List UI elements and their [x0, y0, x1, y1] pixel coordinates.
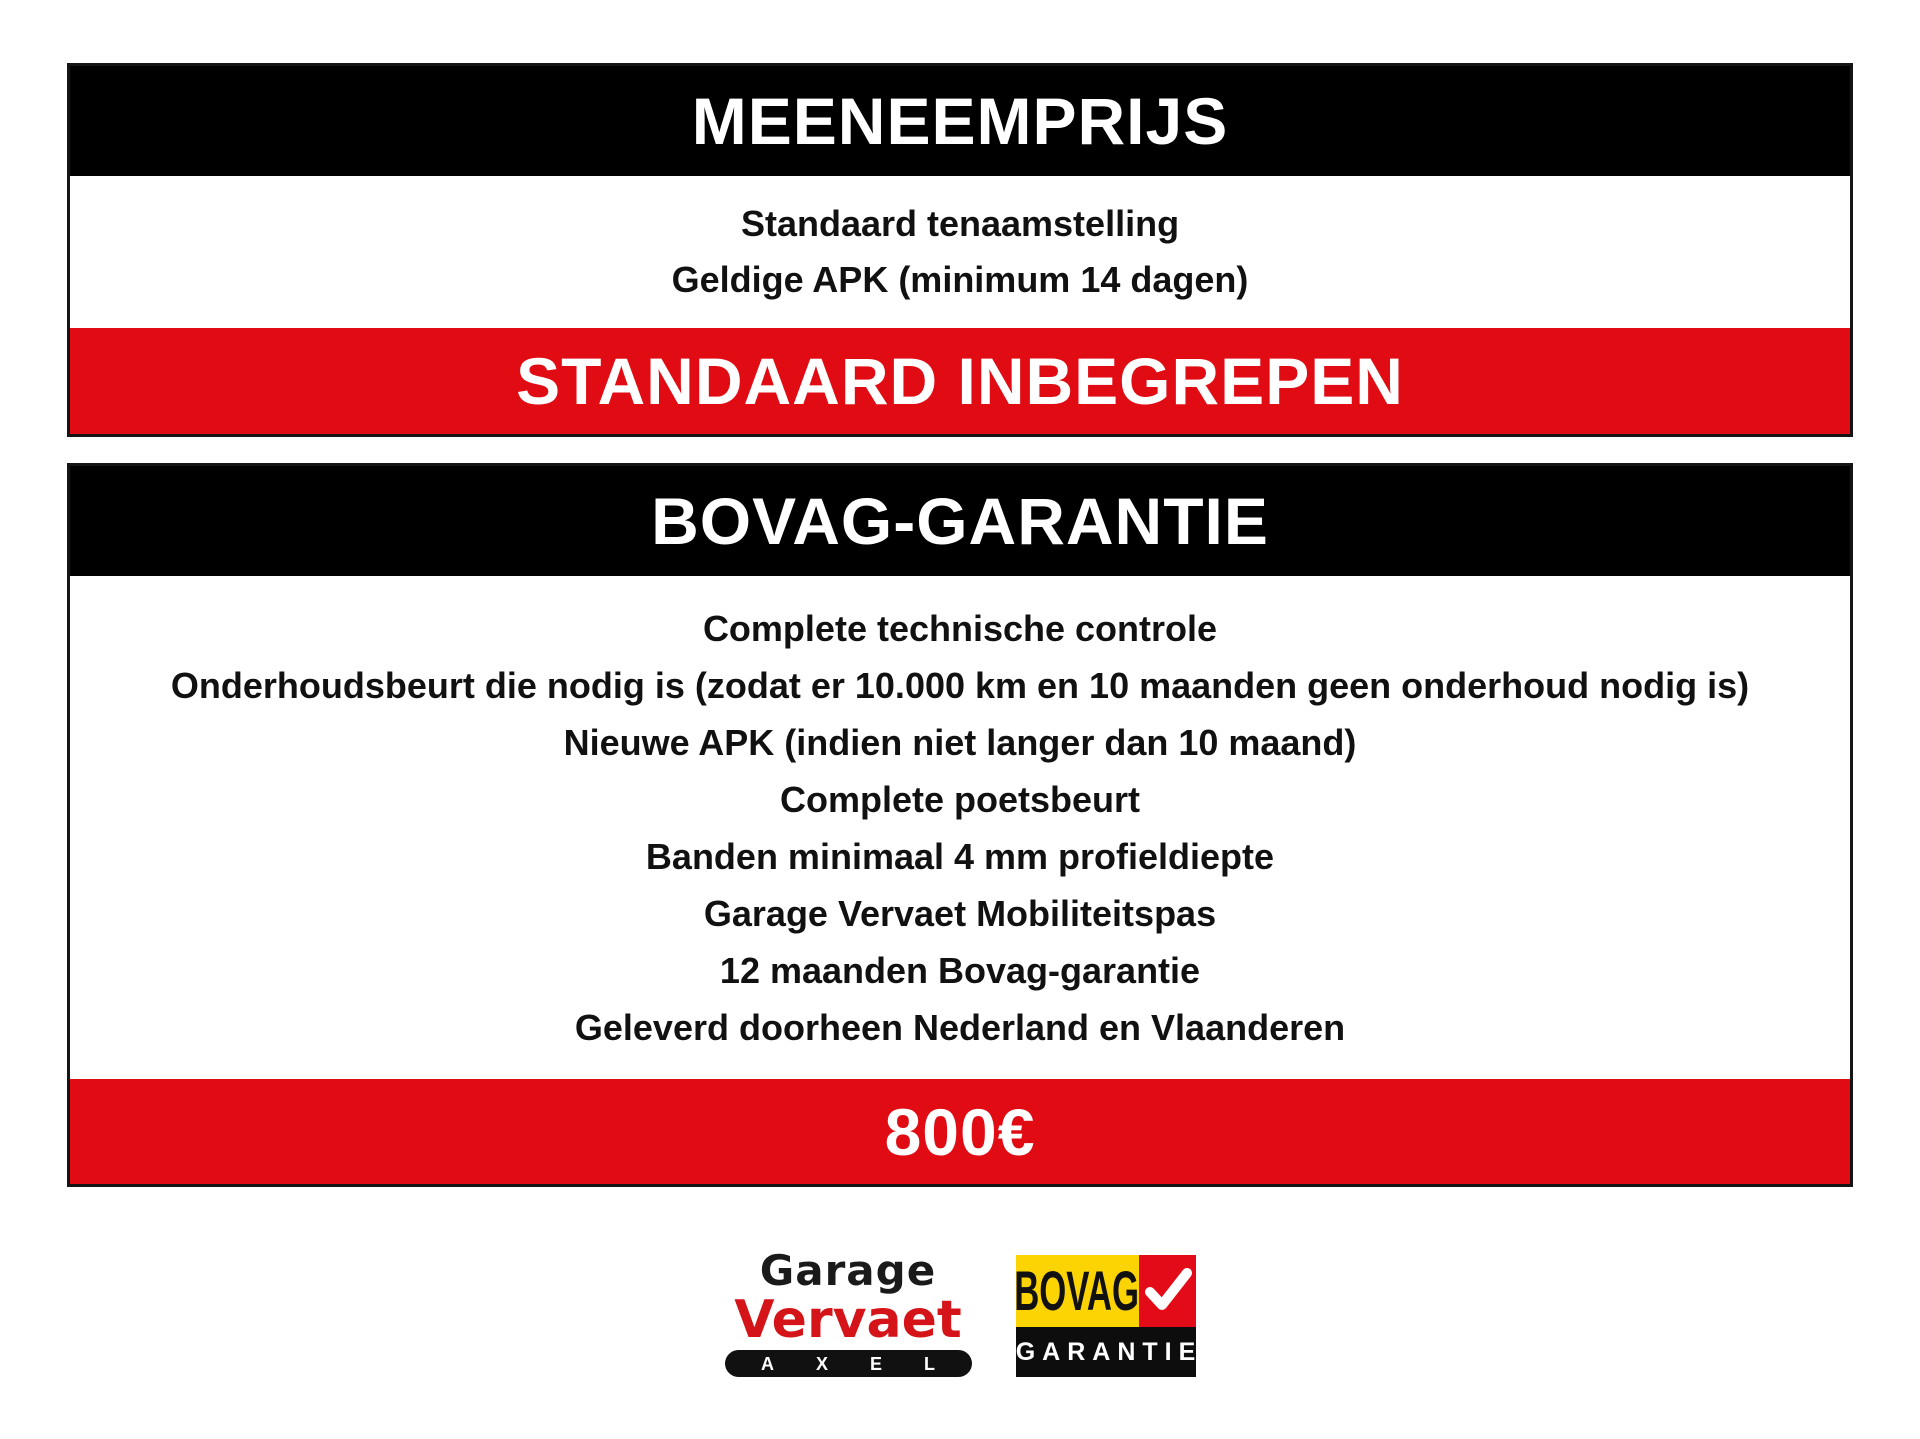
- bovag-logo-yellow-panel: [1016, 1255, 1139, 1327]
- bovag-logo-black-strip: [1015, 1327, 1203, 1377]
- bovag-logo-red-panel: [1139, 1255, 1196, 1327]
- meeneemprijs-block: [67, 63, 1853, 437]
- body-text-line: Garage Vervaet Mobiliteitspas: [703, 892, 1217, 934]
- garage-vervaet-axel-badge: [725, 1350, 977, 1377]
- bovag-garantie-header-band: [70, 466, 1850, 576]
- bovag-garantie-body: [70, 576, 1850, 1079]
- logos-row: [67, 1246, 1853, 1377]
- bovag-logo-top: [1016, 1255, 1196, 1327]
- body-text-line: Banden minimaal 4 mm profieldiepte: [645, 835, 1275, 877]
- standaard-inbegrepen-band: [70, 328, 1850, 434]
- body-text-line: Complete poetsbeurt: [779, 778, 1141, 820]
- bovag-garantie-logo: [1014, 1255, 1203, 1377]
- body-text-line: Standaard tenaamstelling: [740, 203, 1180, 244]
- price-band: [70, 1079, 1850, 1184]
- bovag-garantie-label: GARANTIE: [1015, 1337, 1203, 1366]
- standaard-inbegrepen-label: STANDAARD INBEGREPEN: [516, 344, 1404, 418]
- body-text-line: Geldige APK (minimum 14 dagen): [671, 259, 1249, 300]
- body-text-line: Complete technische controle: [702, 607, 1218, 649]
- body-text-line: Onderhoudsbeurt die nodig is (zodat er 10.000 km en 10 maanden geen onderhoud nodig is): [170, 664, 1750, 706]
- garage-vervaet-logo: [725, 1246, 977, 1377]
- body-text-line: Geleverd doorheen Nederland en Vlaanderen: [574, 1006, 1346, 1048]
- garage-vervaet-logo-name: Vervaet: [734, 1290, 962, 1350]
- garage-vervaet-city-label: AXEL: [760, 1353, 977, 1374]
- body-text-line: Nieuwe APK (indien niet langer dan 10 maand): [563, 721, 1357, 763]
- meeneemprijs-body: [70, 176, 1850, 328]
- checkmark-icon: [1139, 1255, 1196, 1327]
- garage-vervaet-logo-top-text: Garage: [759, 1246, 937, 1295]
- bovag-brand-label: BOVAG: [1014, 1259, 1140, 1322]
- meeneemprijs-header-band: [70, 66, 1850, 176]
- price-label: 800€: [884, 1094, 1036, 1169]
- meeneemprijs-title: MEENEEMPRIJS: [691, 84, 1229, 158]
- bovag-garantie-block: [67, 463, 1853, 1187]
- body-text-line: 12 maanden Bovag-garantie: [719, 949, 1201, 991]
- bovag-garantie-title: BOVAG-GARANTIE: [651, 484, 1269, 558]
